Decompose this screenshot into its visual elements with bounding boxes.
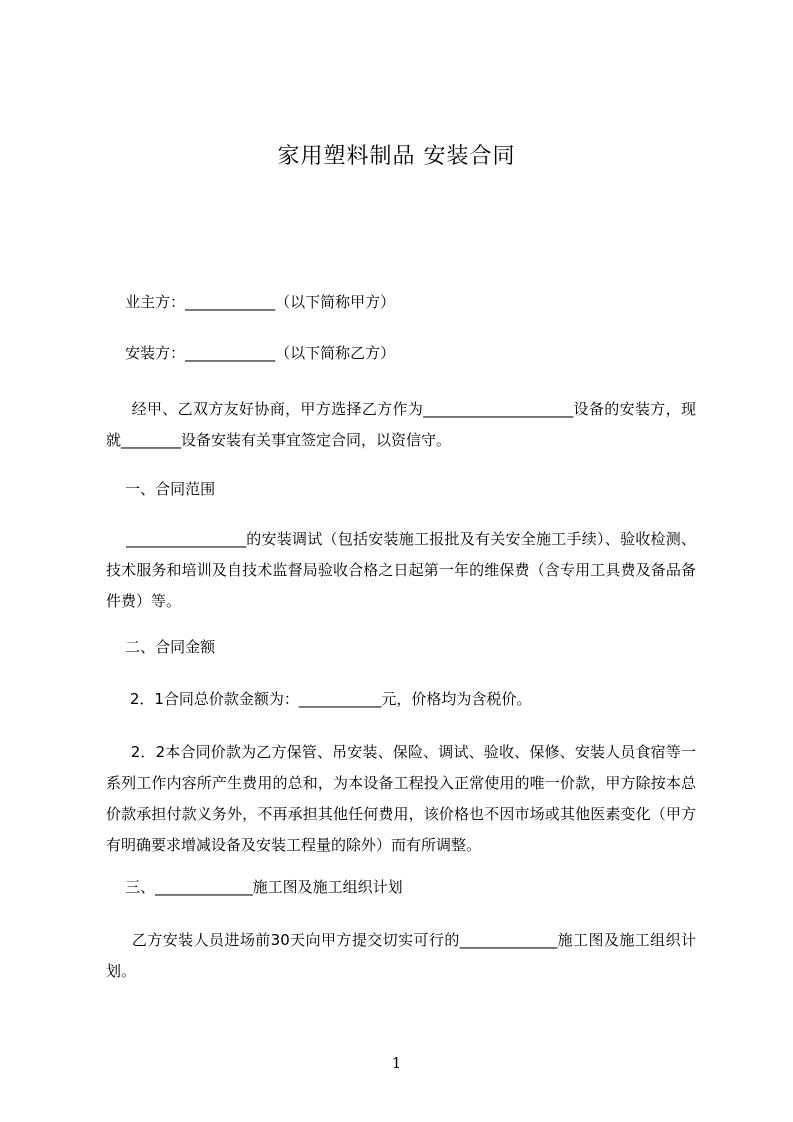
clause-2-2: 2．2本合同价款为乙方保管、吊安装、保险、调试、验收、保修、安装人员食宿等一系列工作内容所产生费用的总和，为本设备工程投入正常使用的唯一价款，甲方除按本总价款承担付款义务外，不再承担其他任何费用，该价格也不因市场或其他医素变化（甲方有明确要求增减设备及安装工程量的除外）而有所调整。 (106, 743, 696, 854)
document-title: 家用塑料制品 安装合同 (277, 144, 516, 169)
section-1-heading: 一、合同范围 (106, 480, 216, 498)
page-number: 1 (391, 1054, 402, 1072)
section-3-body: 乙方安装人员进场前30天向甲方提交切实可行的_____________施工图及施工组织计划。 (106, 931, 696, 980)
party-b-line: 安装方：____________（以下简称乙方） (106, 344, 396, 362)
section-2-heading: 二、合同金额 (106, 638, 216, 656)
clause-2-1: 2．1合同总价款金额为：___________元，价格均为含税价。 (106, 690, 532, 708)
section-3-heading: 三、_____________施工图及施工组织计划 (106, 878, 403, 896)
party-a-line: 业主方：____________（以下简称甲方） (106, 293, 396, 311)
section-1-body: ________________的安装调试（包括安装施工报批及有关安全施工手续）、验收检测、技术服务和培训及自技术监督局验收合格之日起第一年的维保费（含专用工具费及备品备件费）等。 (106, 530, 696, 610)
preamble-paragraph: 经甲、乙双方友好协商，甲方选择乙方作为____________________设备的安装方，现就________设备安装有关事宜签定合同，以资信守。 (106, 400, 696, 449)
